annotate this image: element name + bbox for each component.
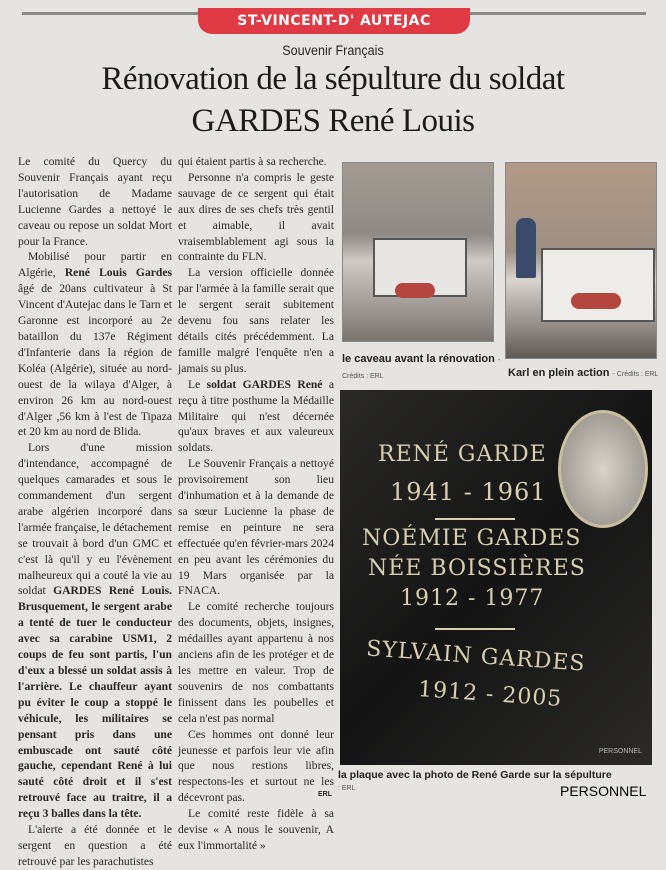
paragraph: Le Souvenir Français a nettoyé provisoirement son lieu d'inhumation et à la demande de sa sœur Lucienne la phase de remise en peinture ne sera effectuée qu'en février-mars 2024 en peu avant les cérémonies du 19 Mars organisée par la FNACA. xyxy=(178,457,334,598)
header-rule-right xyxy=(466,12,646,15)
text-run: Le xyxy=(188,377,207,391)
paragraph xyxy=(18,249,172,440)
article-title: Rénovation de la sépulture du soldat GARDES René Louis xyxy=(101,61,565,139)
article-column-1 xyxy=(18,154,172,870)
article-column-2 xyxy=(178,154,334,854)
text-run: âgé de 20ans cultivateur à St Vincent d'Autejac dans le Tarn et Garonne est incorporé au 2e bataillon du 137e Régiment d'Infanterie dans la région de Koléa (Algérie), située au nord-ouest de la wilaya d'Alger, à environ 26 km au nord-ouest d'Alger ,56 km à l'est de Tipaza et 20 km au nord de Blida. xyxy=(18,282,172,439)
paragraph: Le comité du Quercy du Souvenir Français ayant reçu l'autorisation de Madame Lucienne Gardes a nettoyé le caveau ou repose un soldat Mort pour la France. xyxy=(18,155,172,248)
paragraph: Ces hommes ont donné leur jeunesse et parfois leur vie afin que nous restions libres, respectons-les et surtout ne les décevront pas. xyxy=(178,727,334,805)
plaque-divider xyxy=(435,628,515,630)
paragraph: qui étaient partis à sa recherche. xyxy=(178,155,327,168)
photo-plaque xyxy=(340,390,652,765)
plaque-line: NOÉMIE GARDES xyxy=(362,526,582,551)
portrait-medallion xyxy=(558,410,648,528)
section-banner: ST-VINCENT-D' AUTEJAC xyxy=(198,8,470,34)
paragraph: L'alerte a été donnée et le sergent en question a été retrouvé par les parachutistes xyxy=(18,823,172,868)
article-kicker: Souvenir Français xyxy=(282,42,384,58)
text-run: a reçu à titre posthume la Médaille Militaire qui n'est décernée qu'aux braves et aux valeureux soldats. xyxy=(178,377,334,455)
flowers xyxy=(395,283,435,298)
plaque-watermark: PERSONNEL xyxy=(598,748,642,755)
signature: ERL xyxy=(318,791,332,798)
plaque-line: RENÉ GARDE xyxy=(378,442,547,467)
bold-name: Brusquement, le sergent arabe a tenté de tuer le conducteur avec sa carabine USM1, 2 coups de feu sont partis, l'un d'eux a blessé un soldat assis à l'arrière. Le chauffeur ayant pu éviter le coup a stoppé le véhicule, les militaires se pensant pris dans une embuscade ont sauté côté gauche, cependant René à lui sauté côté droit et il s'est retrouvé face au traitre, il a reçu 3 balles dans la tête. xyxy=(18,600,172,821)
photo-caption-3: la plaque avec la photo de René Garde sur la sépulture : ERL xyxy=(338,769,612,792)
plaque-line: 1941 - 1961 xyxy=(390,478,547,506)
tomb-shape xyxy=(541,248,655,322)
paragraph: La version officielle donnée par l'armée à la famille serait que le sergent serait subitement devenu fou sans relater les détails cités précédemment. La famille malgré l'enquête n'en a jamais su plus. xyxy=(178,266,334,375)
watermark-personnel: PERSONNEL xyxy=(560,783,647,799)
paragraph xyxy=(18,440,172,822)
flowers xyxy=(571,293,621,309)
person xyxy=(516,218,536,278)
text-run: Mobilisé pour partir en Algérie, xyxy=(18,250,172,280)
plaque-line: 1912 - 1977 xyxy=(400,586,545,611)
bold-name: René Louis Gardes xyxy=(64,266,172,280)
plaque-line: SYLVAIN GARDES xyxy=(365,636,587,677)
plaque-divider xyxy=(435,518,515,520)
text-run: Lors d'une mission d'intendance, accompagné de quelques camarades et sous le commandement d'un sergent arabe algérien incorporé dans l'armée française, le détachement se trouvait à bord d'un GMC et c'est là qu'il y eu l'évènement malheureux qui a couté la vie au soldat xyxy=(18,441,173,598)
bold-name: soldat GARDES René xyxy=(206,377,323,391)
paragraph xyxy=(178,377,334,457)
photo-caveau-before xyxy=(342,162,494,342)
photo-caption-1: le caveau avant la rénovation - Crédits : ERL xyxy=(342,353,501,380)
header-rule-left xyxy=(22,12,202,15)
paragraph: Personne n'a compris le geste sauvage de ce sergent qui était aux dires de ses chefs très gentil et aimable, il avait vraisemblablement agi sous la contrainte du FLN. xyxy=(178,170,334,264)
plaque-line: NÉE BOISSIÈRES xyxy=(368,556,586,581)
paragraph: Le comité recherche toujours des documents, objets, insignes, médailles ayant appartenu à nos anciens afin de les protéger et de les mettre en valeur. Trop de souvenirs de nos combattants finissent dans les poubelles et cela n'est pas normal xyxy=(178,600,334,725)
paragraph: Le comité reste fidèle à sa devise « A nous le souvenir, A eux l'immortalité » xyxy=(178,807,334,852)
photo-karl-cleaning xyxy=(505,162,657,359)
plaque-line: 1912 - 2005 xyxy=(417,676,564,713)
bold-name: GARDES René Louis. xyxy=(53,584,173,598)
photo-caption-2: Karl en plein action - Crédits : ERL xyxy=(508,367,659,379)
